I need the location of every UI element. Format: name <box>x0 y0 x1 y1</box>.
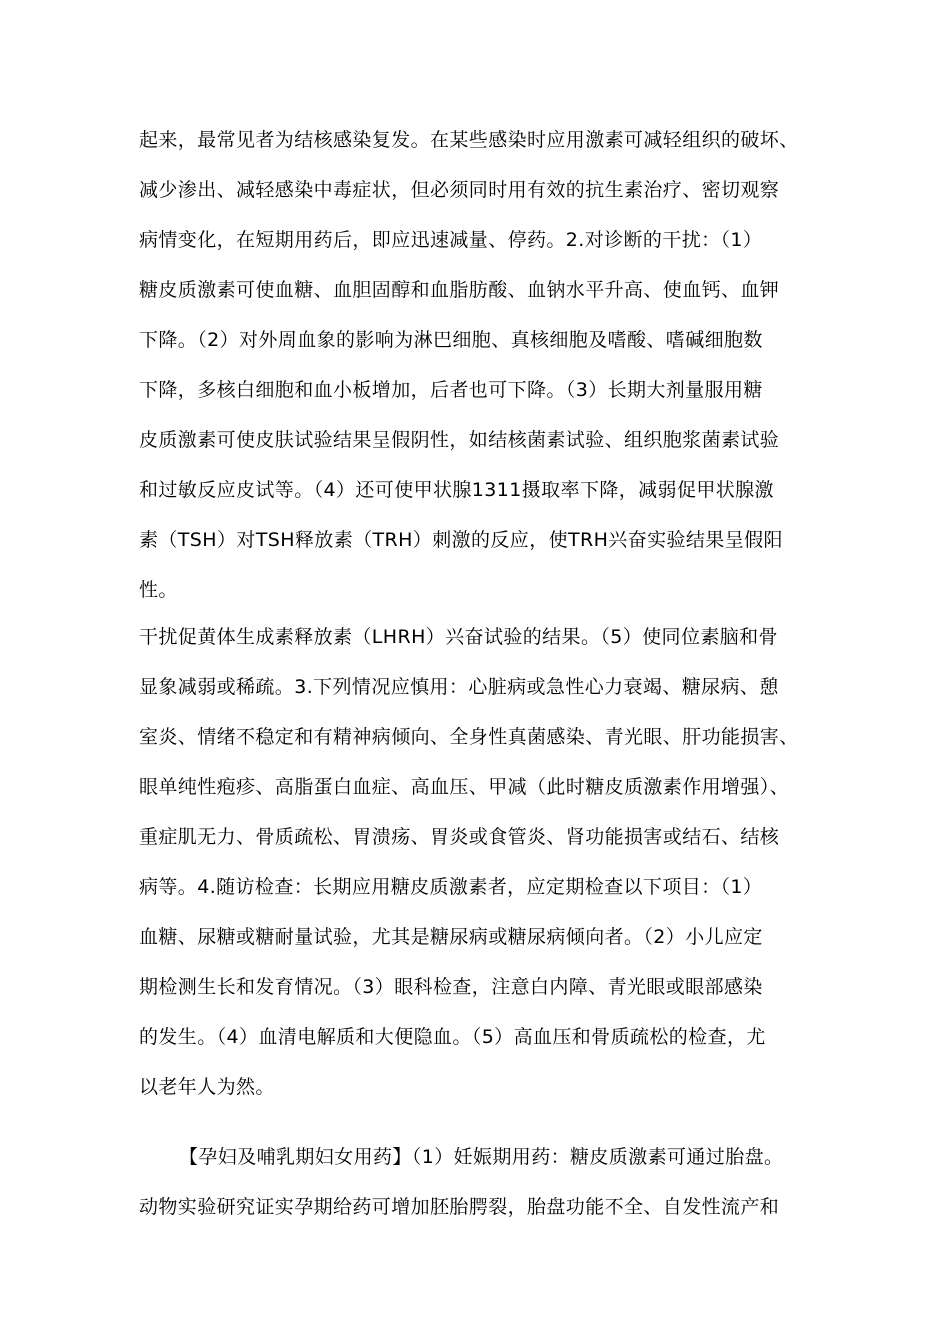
text-line: 病情变化，在短期用药后，即应迅速减量、停药。2.对诊断的干扰：（1） <box>139 229 763 251</box>
text-line: 病等。4.随访检查：长期应用糖皮质激素者，应定期检查以下项目：（1） <box>139 876 763 898</box>
text-line: 血糖、尿糖或糖耐量试验，尤其是糖尿病或糖尿病倾向者。（2）小儿应定 <box>139 926 763 948</box>
text-line: 动物实验研究证实孕期给药可增加胚胎腭裂，胎盘功能不全、自发性流产和 <box>139 1196 780 1218</box>
text-line: 重症肌无力、骨质疏松、胃溃疡、胃炎或食管炎、肾功能损害或结石、结核 <box>139 826 780 848</box>
text-line: 下降。（2）对外周血象的影响为淋巴细胞、真核细胞及嗜酸、嗜碱细胞数 <box>139 329 763 351</box>
text-line: 室炎、情绪不稳定和有精神病倾向、全身性真菌感染、青光眼、肝功能损害、 <box>139 726 799 748</box>
text-line: 眼单纯性疱疹、高脂蛋白血症、高血压、甲减（此时糖皮质激素作用增强）、 <box>139 776 790 798</box>
text-line: 的发生。（4）血清电解质和大便隐血。（5）高血压和骨质疏松的检查，尤 <box>139 1026 766 1048</box>
text-line: 糖皮质激素可使血糖、血胆固醇和血脂肪酸、血钠水平升高、使血钙、血钾 <box>139 279 780 301</box>
text-line: 起来，最常见者为结核感染复发。在某些感染时应用激素可减轻组织的破坏、 <box>139 129 799 151</box>
text-line: 性。 <box>139 579 178 601</box>
text-line: 皮质激素可使皮肤试验结果呈假阴性，如结核菌素试验、组织胞浆菌素试验 <box>139 429 780 451</box>
text-line: 显象减弱或稀疏。3.下列情况应慎用：心脏病或急性心力衰竭、糖尿病、憩 <box>139 676 779 698</box>
text-line: 素（TSH）对TSH释放素（TRH）刺激的反应，使TRH兴奋实验结果呈假阳 <box>139 529 783 551</box>
text-line: 以老年人为然。 <box>139 1076 275 1098</box>
text-line: 干扰促黄体生成素释放素（LHRH）兴奋试验的结果。（5）使同位素脑和骨 <box>139 626 778 648</box>
text-line: 下降，多核白细胞和血小板增加，后者也可下降。（3）长期大剂量服用糖 <box>139 379 763 401</box>
section-heading-line: 【孕妇及哺乳期妇女用药】（1）妊娠期用药：糖皮质激素可通过胎盘。 <box>179 1146 784 1168</box>
text-line: 和过敏反应皮试等。（4）还可使甲状腺1311摄取率下降，减弱促甲状腺激 <box>139 479 774 501</box>
text-line: 期检测生长和发育情况。（3）眼科检查，注意白内障、青光眼或眼部感染 <box>139 976 763 998</box>
text-line: 减少渗出、减轻感染中毒症状，但必须同时用有效的抗生素治疗、密切观察 <box>139 179 780 201</box>
